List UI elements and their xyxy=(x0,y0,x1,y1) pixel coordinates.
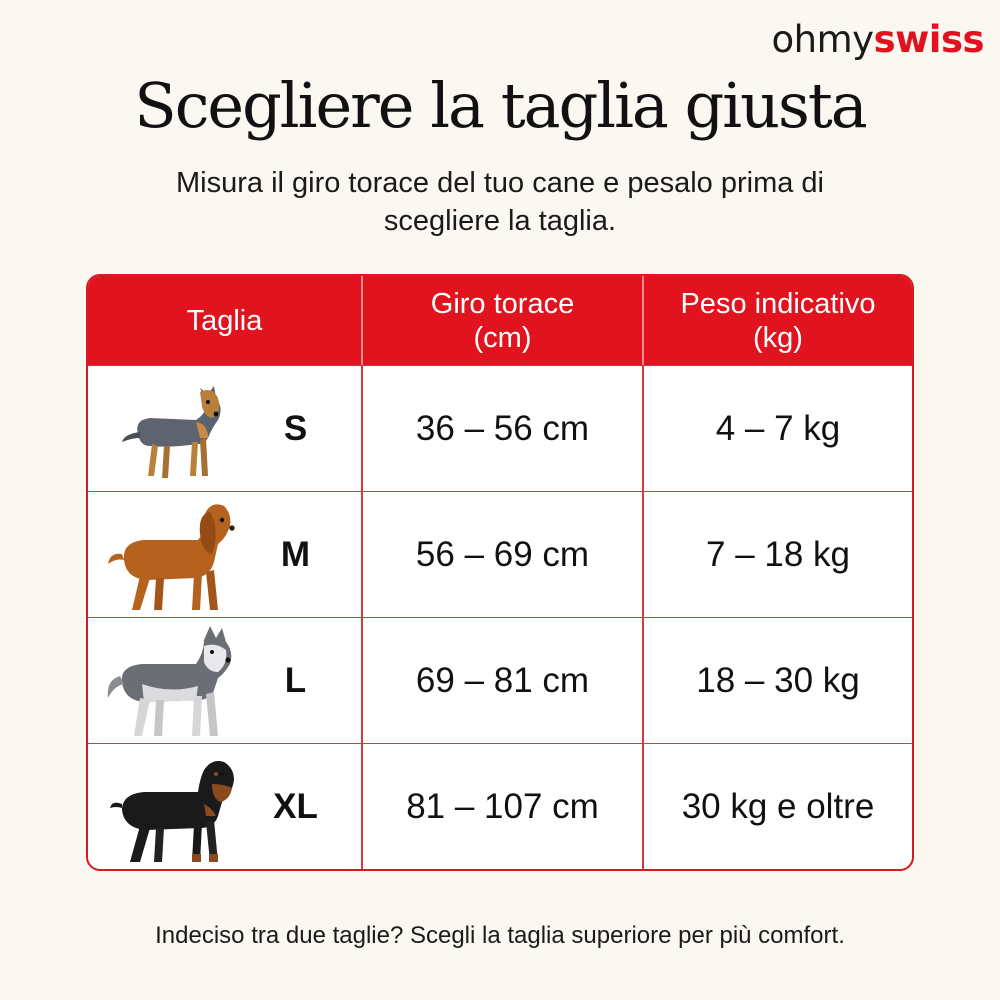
footer-note: Indeciso tra due taglie? Scegli la taglia superiore per più comfort. xyxy=(155,922,845,949)
table-header xyxy=(88,276,912,365)
weight-cell: 18 – 30 kg xyxy=(696,661,860,700)
size-label: S xyxy=(283,409,308,448)
cocker-spaniel-icon xyxy=(100,498,240,616)
size-label: M xyxy=(280,535,311,574)
header-weight-label: Peso indicativo (kg) xyxy=(680,287,876,354)
header-chest xyxy=(363,276,642,365)
weight-cell: 30 kg e oltre xyxy=(681,787,875,826)
table-row xyxy=(88,491,912,617)
table-row xyxy=(88,617,912,743)
brand-logo-part1: ohmy xyxy=(771,18,874,61)
brand-logo-part2: swiss xyxy=(873,18,984,61)
weight-cell: 7 – 18 kg xyxy=(706,535,850,574)
husky-icon xyxy=(100,624,240,742)
header-weight xyxy=(644,276,912,365)
column-divider xyxy=(642,365,644,869)
header-chest-label: Giro torace (cm) xyxy=(430,287,575,354)
table-row xyxy=(88,743,912,869)
chest-cell: 36 – 56 cm xyxy=(415,409,590,448)
header-size-label: Taglia xyxy=(186,304,263,337)
page-title: Scegliere la taglia giusta xyxy=(134,69,866,142)
header-size xyxy=(88,276,361,365)
yorkshire-terrier-icon xyxy=(100,372,240,490)
chest-cell: 69 – 81 cm xyxy=(415,661,590,700)
size-table xyxy=(86,274,914,871)
page-subtitle: Misura il giro torace del tuo cane e pesalo prima di scegliere la taglia. xyxy=(176,167,824,237)
column-divider xyxy=(361,365,363,869)
size-label: XL xyxy=(273,787,318,826)
size-label: L xyxy=(284,661,307,700)
weight-cell: 4 – 7 kg xyxy=(715,409,841,448)
rottweiler-icon xyxy=(100,750,240,868)
chest-cell: 56 – 69 cm xyxy=(415,535,590,574)
table-row xyxy=(88,365,912,491)
chest-cell: 81 – 107 cm xyxy=(406,787,599,826)
brand-logo xyxy=(772,18,984,62)
